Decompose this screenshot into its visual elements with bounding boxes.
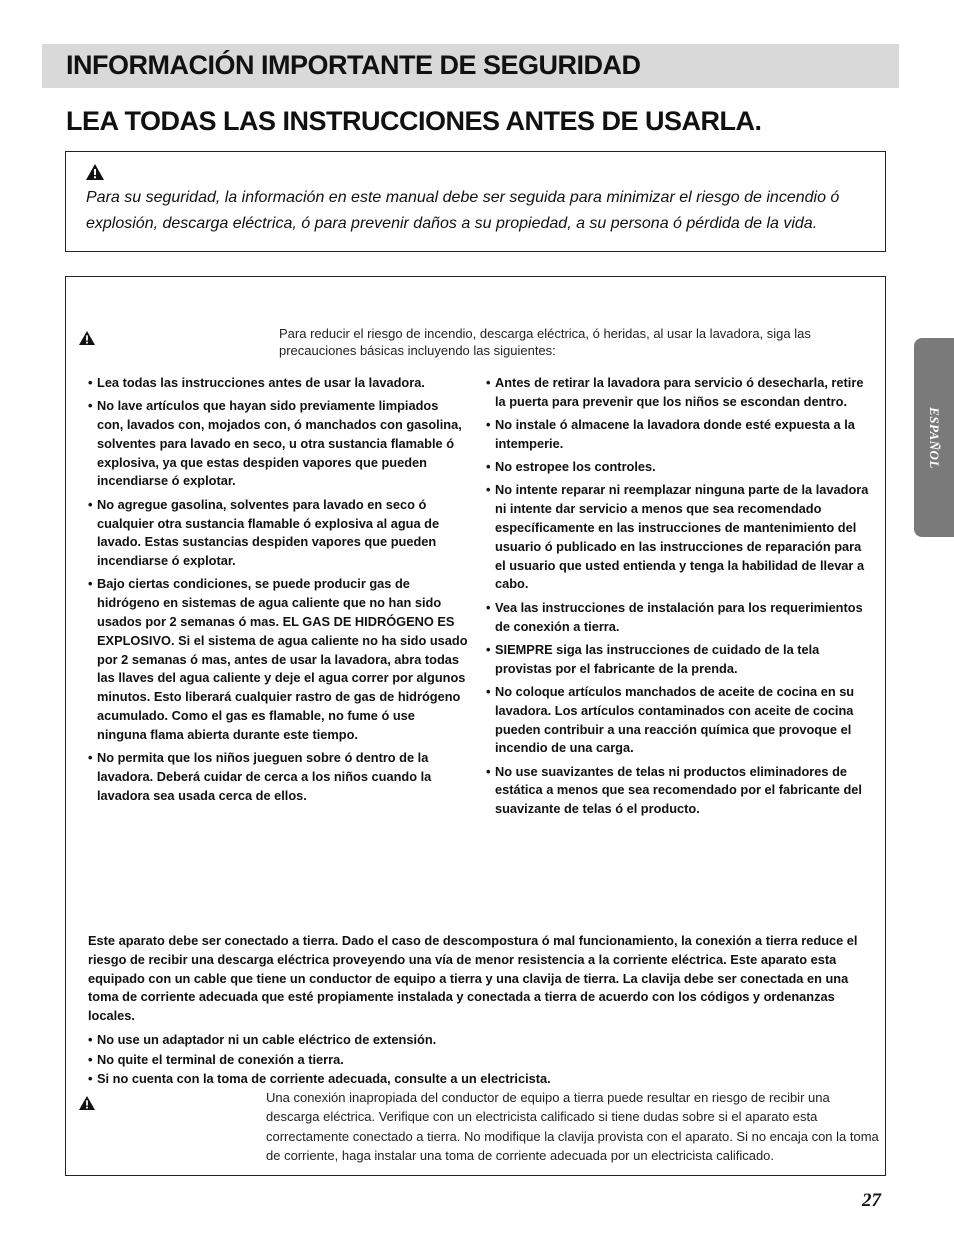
instructions-right-column	[486, 374, 871, 824]
language-side-tab	[914, 338, 954, 537]
list-item: • Vea las instrucciones de instalación para los requerimientos de conexión a tierra.	[486, 599, 863, 634]
list-item: • No agregue gasolina, solventes para lavado en seco ó cualquier otra sustancia flamable ó explosiva al agua de lavado. Estas sustancias despiden vapores que pueden incendiarse ó explotar.	[88, 496, 440, 569]
grounding-text: Este aparato debe ser conectado a tierra. Dado el caso de descompostura ó mal funcionamiento, la conexión a tierra reduce el riesgo de recibir una descarga eléctrica proveyendo una vía de menor resistencia a la corriente eléctrica. Este aparato esta equipado con un cable que tiene un conductor de equipo a tierra y una clavija de tierra. La clavija debe ser conectada en una toma de corriente adecuada que esté propiamente instalada y conectada a tierra de acuerdo con los códigos y ordenanzas locales.	[88, 933, 858, 1024]
safety-notice-text: Para su seguridad, la información en este manual debe ser seguida para minimizar el riesgo de incendio ó explosión, descarga eléctrica, ó para prevenir daños a su propiedad, a su persona ó pérdida de la vida.	[86, 189, 840, 232]
safety-notice-box	[65, 151, 886, 252]
list-item: • Lea todas las instrucciones antes de usar la lavadora.	[88, 375, 425, 390]
list-item: • No quite el terminal de conexión a tierra.	[88, 1051, 344, 1067]
list-item: • No coloque artículos manchados de aceite de cocina en su lavadora. Los artículos contaminados con aceite de cocina pueden contribuir a una reacción química que provoque el incendio de una carga.	[486, 683, 855, 756]
list-item: • SIEMPRE siga las instrucciones de cuidado de la tela provistas por el fabricante de la prenda.	[486, 641, 820, 676]
warning-triangle-icon	[78, 330, 96, 346]
list-item: • No lave artículos que hayan sido previamente limpiados con, lavados con, mojados con, ó manchados con gasolina, solventes para lavado en seco, u otra sustancia flamable ó explosiva, ya que estas despiden vapores que pueden incendiarse ó explotar.	[88, 398, 462, 489]
list-item: • Si no cuenta con la toma de corriente adecuada, consulte a un electricista.	[88, 1071, 551, 1086]
list-item: • No intente reparar ni reemplazar ninguna parte de la lavadora ni intente dar servicio a menos que sea recomendado específicamente en las instrucciones de mantenimiento del usuario ó publicado en las instrucciones de reparación para el usuario que usted entienda y tenga la habilidad de llevar a cabo.	[486, 482, 869, 592]
list-item: • Bajo ciertas condiciones, se puede producir gas de hidrógeno en sistemas de agua caliente que no han sido usados por 2 semanas ó mas. EL GAS DE HIDRÓGENO ES EXPLOSIVO. Si el sistema de agua caliente no ha sido usado por 2 semanas ó mas, antes de usar la lavadora, abra todas las llaves del agua caliente y deje el agua correr por algunos minutos. Esto liberará cualquier rastro de gas de hidrógeno acumulado. Como el gas es flamable, no fume ó use ninguna flama abierta durante este tiempo.	[88, 576, 468, 742]
page-number: 27	[862, 1190, 881, 1211]
language-tab-label: ESPAÑOL	[927, 406, 942, 469]
grounding-warning-text: Una conexión inapropiada del conductor de equipo a tierra puede resultar en riesgo de recibir una descarga eléctrica. Verifique con un electricista calificado si tiene dudas sobre si el aparato esta correctamente conectado a tierra. No modifique la clavija provista con el aparato. Si no encaja con la toma de corriente, haga instalar una toma de corriente adecuada por un electricista calificado.	[266, 1090, 879, 1163]
list-item: • No permita que los niños jueguen sobre ó dentro de la lavadora. Deberá cuidar de cerca a los niños cuando la lavadora sea usada cerca de ellos.	[88, 750, 432, 803]
warning-triangle-icon	[78, 1095, 96, 1111]
grounding-list	[88, 1030, 868, 1089]
list-item: • No instale ó almacene la lavadora donde esté expuesta a la intemperie.	[486, 417, 855, 451]
instructions-intro: Para reducir el riesgo de incendio, descarga eléctrica, ó heridas, al usar la lavadora, siga las precauciones básicas incluyendo las siguientes:	[279, 326, 811, 358]
list-item: • No use suavizantes de telas ni productos eliminadores de estática a menos que sea recomendado por el fabricante del suavizante de telas ó el producto.	[486, 763, 862, 817]
list-item: • No estropee los controles.	[486, 459, 656, 475]
list-item: • Antes de retirar la lavadora para servicio ó desecharla, retire la puerta para prevenir que los niños se escondan dentro.	[486, 375, 864, 409]
page-subtitle: LEA TODAS LAS INSTRUCCIONES ANTES DE USARLA.	[66, 106, 762, 136]
instructions-box	[65, 276, 886, 1176]
instructions-left-column	[88, 374, 468, 810]
list-item: • No use un adaptador ni un cable eléctrico de extensión.	[88, 1032, 437, 1047]
section-header	[42, 44, 899, 88]
page-title: INFORMACIÓN IMPORTANTE DE SEGURIDAD	[66, 50, 641, 80]
warning-triangle-icon	[85, 163, 105, 181]
